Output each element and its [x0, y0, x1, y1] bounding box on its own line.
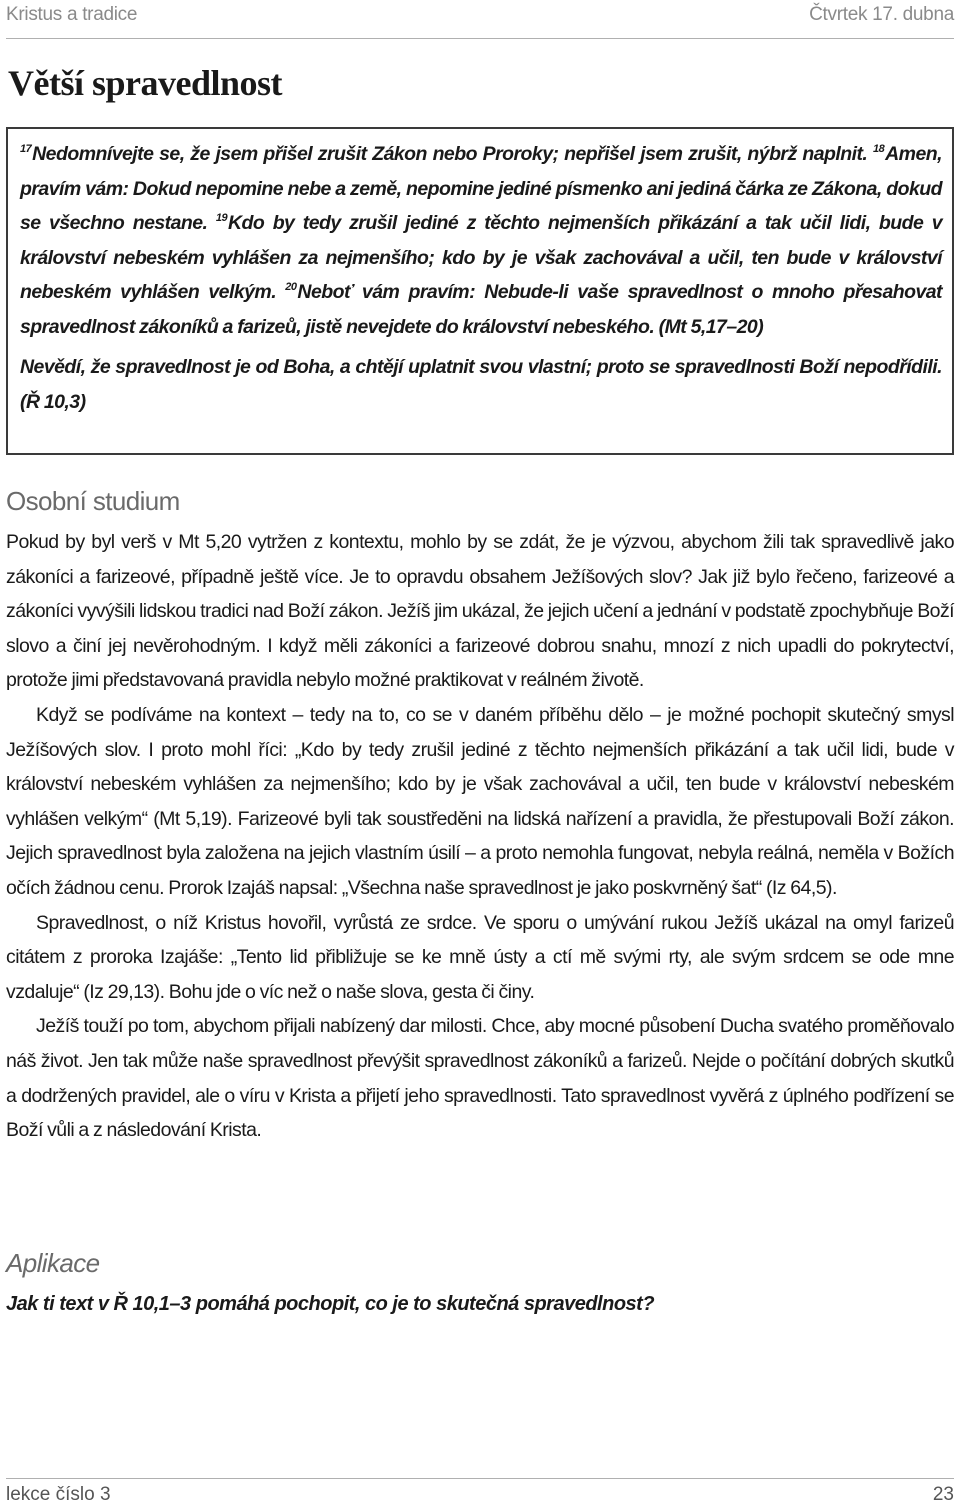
verse-paragraph-second — [20, 350, 942, 419]
study-paragraph-2: Když se podíváme na kontext – tedy na to, co se v daném příběhu dělo – je možné pochopit skutečný smysl Ježíšových slov. I proto mohl říci: „Kdo by tedy zrušil jediné z těchto nejmenších přikázání a tak učil lidi, bude v království nebeském vyhlášen za nejmenšího; kdo by je však zachovával a učil, ten bude v království nebeském vyhlášen velkým“ (Mt 5,19). Farizeové byli tak soustředěni na lidská nařízení a pravidla, že přestupovali Boží zákon. Jejich spravedlnost byla založena na jejich vlastním úsilí – a proto nemohla fungovat, nebyla reálná, neměla v Božích očích žádnou cenu. Prorok Izajáš napsal: „Všechna naše spravedlnost je jako poskvrněný šat“ (Iz 64,5). — [6, 703, 954, 899]
verse-17: Nedomnívejte se, že jsem přišel zrušit Zákon nebo Proroky; nepřišel jsem zrušit, nýbrž naplnit. — [32, 143, 868, 165]
application-heading: Aplikace — [6, 1248, 100, 1278]
study-paragraph-4: Ježíš touží po tom, abychom přijali nabízený dar milosti. Chce, aby mocné působení Ducha svatého proměňovalo náš život. Jen tak může naše spravedlnost převýšit spravedlnost zákoníků a farizeů. Nejde o počítání dobrých skutků a dodržených pravidel, ale o víru v Krista a přijetí jeho spravedlnosti. Tato spravedlnost vyvěrá z úplného podřízení se Boží vůli a z následování Krista. — [6, 1015, 954, 1142]
study-paragraph-3: Spravedlnost, o níž Kristus hovořil, vyrůstá ze srdce. Ve sporu o umývání rukou Ježíš ukázal na omyl farizeů citátem z proroka Izajáše: „Tento lid přibližuje se ke mně ústy a ctí mě svými rty, ale svým srdcem se ode mne vzdaluje“ (Iz 29,13). Bohu jde o víc než o naše slova, gesta či činy. — [6, 911, 954, 1003]
page-footer — [6, 1484, 954, 1510]
header-date: Čtvrtek 17. dubna — [809, 4, 954, 25]
page-number: 23 — [932, 1484, 954, 1505]
page-title: Větší spravedlnost — [8, 63, 283, 103]
bible-verse-box — [6, 127, 954, 455]
header-section-title: Kristus a tradice — [6, 4, 138, 25]
verse-number: 20 — [285, 281, 297, 293]
study-heading: Osobní studium — [6, 486, 180, 516]
verse-reference: (Mt 5,17–20) — [658, 315, 764, 338]
verse-romans: Nevědí, že spravedlnost je od Boha, a chtějí uplatnit svou vlastní; proto se spravedlnosti Boží nepodřídili. — [20, 356, 942, 378]
page-header — [6, 4, 954, 30]
verse-paragraph — [20, 137, 942, 344]
verse-19: Kdo by tedy zrušil jediné z těchto nejmenších přikázání a tak učil lidi, bude v království nebeském vyhlášen za nejmenšího; kdo by je však zachovával a učil, ten bude v království nebeském vyhlášen velkým. — [20, 212, 942, 303]
study-paragraph-1: Pokud by byl verš v Mt 5,20 vytržen z kontextu, mohlo by se zdát, že je výzvou, abychom žili tak spravedlivě jako zákoníci a farizeové, případně ještě více. Je to opravdu obsahem Ježíšových slov? Jak již bylo řečeno, farizeové a zákoníci vyvýšili lidskou tradici nad Boží zákon. Ježíš jim ukázal, že jejich učení a jednání v podstatě zpochybňuje Boží slovo a činí jej nevěrohodným. I když měli zákoníci a farizeové dobrou snahu, mnozí z nich upadli do pokrytectví, protože jimi představovaná pravidla nebylo možné praktikovat v reálném životě. — [6, 531, 955, 692]
header-rule — [6, 38, 954, 39]
verse-number: 17 — [20, 143, 32, 155]
footer-rule — [6, 1478, 954, 1479]
verse-number: 19 — [215, 212, 228, 224]
study-body — [6, 525, 954, 1148]
verse-20: Neboť vám pravím: Nebude-li vaše spravedlnost o mnoho přesahovat spravedlnost zákoníků a farizeů, jistě nevejdete do království nebeského. — [20, 281, 942, 338]
verse-number: 18 — [873, 143, 885, 155]
application-question: Jak ti text v Ř 10,1–3 pomáhá pochopit, co je to skutečná spravedlnost? — [6, 1293, 655, 1315]
verse-18: Amen, pravím vám: Dokud nepomine nebe a země, nepomine jediné písmenko ani jediná čárka ze Zákona, dokud se všechno nestane. — [20, 143, 942, 234]
verse-reference-second: (Ř 10,3) — [20, 390, 86, 413]
footer-lesson: lekce číslo 3 — [6, 1484, 111, 1505]
